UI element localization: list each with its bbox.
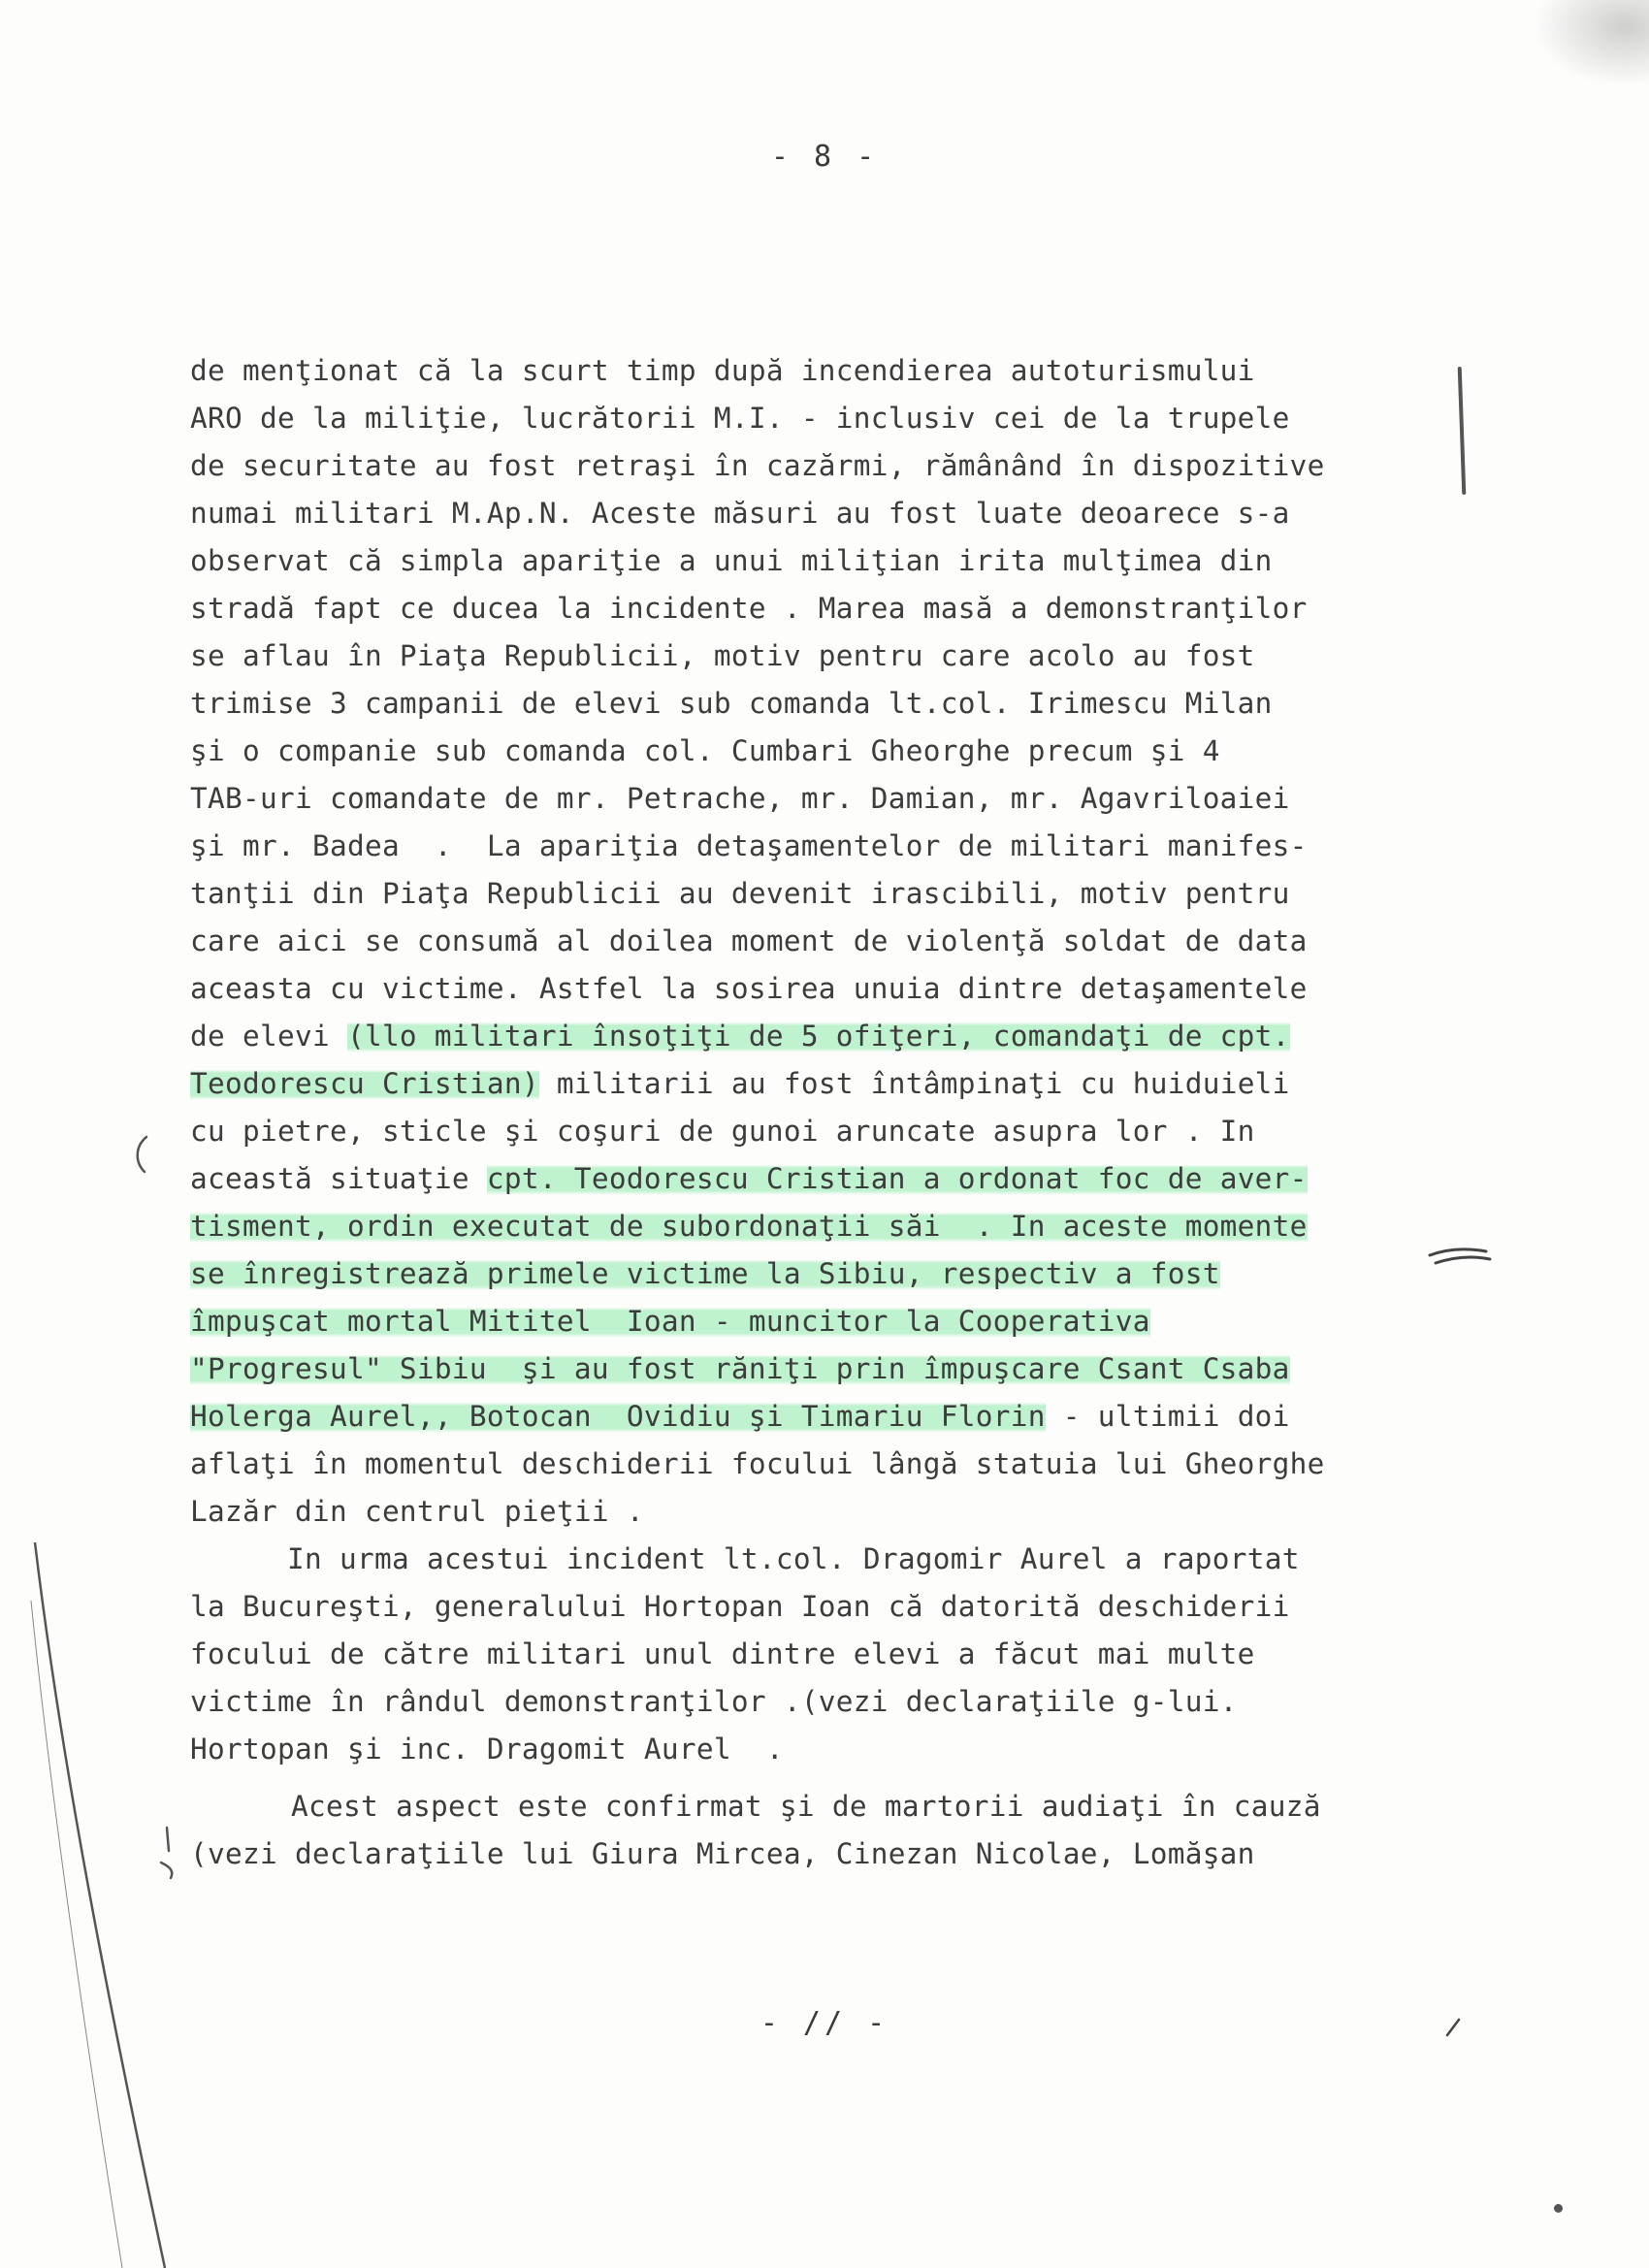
text-line: TAB-uri comandate de mr. Petrache, mr. Damian, mr. Agavriloaiei	[190, 782, 1290, 815]
document-body	[190, 347, 1471, 1878]
text-line: aflaţi în momentul deschiderii focului lângă statuia lui Gheorghe	[190, 1447, 1325, 1480]
paragraph-first-line: Acest aspect este confirmat şi de martorii audiaţi în cauză	[291, 1790, 1321, 1823]
text-line	[190, 1345, 1471, 1393]
text-line	[190, 1203, 1471, 1250]
text-line	[190, 1060, 1471, 1108]
text-span: militarii au fost întâmpinaţi cu huiduieli	[538, 1067, 1290, 1100]
text-line: ARO de la miliţie, lucrătorii M.I. - inclusiv cei de la trupele	[190, 402, 1290, 435]
text-line: Lazăr din centrul pieţii .	[190, 1495, 644, 1528]
page-number: - 8 -	[770, 140, 879, 174]
text-line: la Bucureşti, generalului Hortopan Ioan că datorită deschiderii	[190, 1590, 1290, 1623]
text-line	[190, 1013, 1471, 1060]
highlighted-text: Holerga Aurel,, Botocan Ovidiu şi Timariu Florin	[190, 1400, 1046, 1433]
text-span: această situaţie	[190, 1162, 487, 1195]
text-span: - ultimii doi	[1045, 1400, 1290, 1433]
paper-fold-line	[29, 1542, 184, 2268]
text-line: aceasta cu victime. Astfel la sosirea unuia dintre detaşamentele	[190, 972, 1308, 1005]
text-line: se aflau în Piaţa Republicii, motiv pentru care acolo au fost	[190, 639, 1255, 672]
text-line	[190, 1298, 1471, 1345]
text-line: care aici se consumă al doilea moment de violenţă soldat de data	[190, 924, 1308, 957]
corner-smudge	[1533, 0, 1649, 87]
highlighted-text: cpt. Teodorescu Cristian a ordonat foc de aver-	[486, 1162, 1308, 1195]
highlighted-text: (llo militari însoţiţi de 5 ofiţeri, comandaţi de cpt.	[346, 1020, 1290, 1053]
text-line: Hortopan şi inc. Dragomit Aurel .	[190, 1733, 784, 1766]
highlighted-text: se înregistrează primele victime la Sibiu, respectiv a fost	[190, 1257, 1220, 1290]
text-line: observat că simpla apariţie a unui miliţian irita mulţimea din	[190, 544, 1273, 577]
text-line: stradă fapt ce ducea la incidente . Marea masă a demonstranţilor	[190, 592, 1308, 625]
text-line: de menţionat că la scurt timp după incendierea autoturismului	[190, 354, 1255, 387]
highlighted-text: "Progresul" Sibiu şi au fost răniţi prin împuşcare Csant Csaba	[190, 1352, 1290, 1385]
margin-paren-mark	[129, 1133, 154, 1176]
text-line: şi mr. Badea . La apariţia detaşamentelor de militari manifes-	[190, 829, 1308, 862]
text-line: tanţii din Piaţa Republicii au devenit irascibili, motiv pentru	[190, 877, 1290, 910]
continuation-mark: - // -	[760, 2006, 889, 2040]
highlighted-text: împuşcat mortal Mititel Ioan - muncitor la Cooperativa	[190, 1305, 1150, 1338]
text-span: de elevi	[190, 1020, 347, 1053]
text-line: trimise 3 campanii de elevi sub comanda lt.col. Irimescu Milan	[190, 687, 1273, 720]
paragraph-first-line: In urma acestui incident lt.col. Dragomir Aurel a raportat	[287, 1542, 1300, 1575]
paragraph-gap	[190, 1773, 1471, 1783]
text-line: cu pietre, sticle şi coşuri de gunoi aruncate asupra lor . In	[190, 1115, 1255, 1148]
ink-dot	[1554, 2204, 1563, 2213]
text-line	[190, 1250, 1471, 1298]
text-line: (vezi declaraţiile lui Giura Mircea, Cinezan Nicolae, Lomăşan	[190, 1837, 1255, 1870]
margin-tick-mark	[1445, 2018, 1461, 2037]
text-line	[190, 1155, 1471, 1203]
text-line	[190, 1393, 1471, 1441]
text-line: şi o companie sub comanda col. Cumbari Gheorghe precum şi 4	[190, 734, 1220, 767]
highlighted-text: Teodorescu Cristian)	[190, 1067, 539, 1100]
text-line: focului de către militari unul dintre elevi a făcut mai multe	[190, 1637, 1255, 1670]
text-line: numai militari M.Ap.N. Aceste măsuri au fost luate deoarece s-a	[190, 497, 1290, 530]
text-line: de securitate au fost retraşi în cazărmi, rămânând în dispozitive	[190, 449, 1325, 482]
highlighted-text: tisment, ordin executat de subordonaţii săi . In aceste momente	[190, 1210, 1308, 1243]
text-line: victime în rândul demonstranţilor .(vezi declaraţiile g-lui.	[190, 1685, 1238, 1718]
